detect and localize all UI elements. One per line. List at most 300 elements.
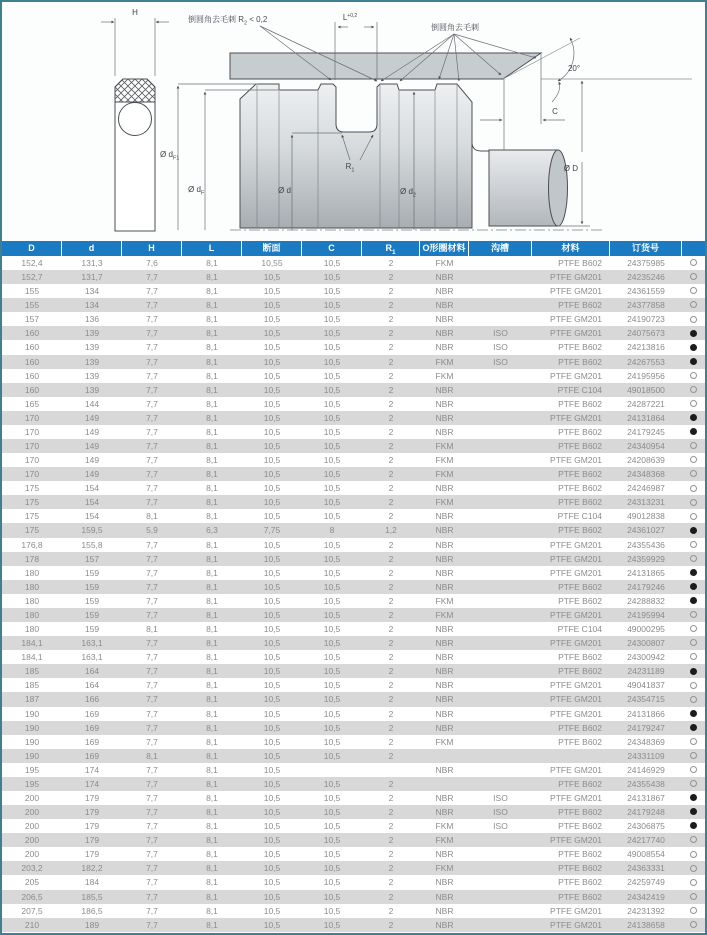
cell-D: 205 — [24, 877, 40, 888]
cell-d: 184 — [84, 877, 100, 888]
cell-groove — [469, 735, 532, 749]
cell-H: 7,7 — [146, 342, 158, 353]
cell-groove — [469, 707, 532, 721]
cell-D: 165 — [24, 398, 40, 409]
cell-material: PTFE GM201 — [550, 680, 602, 691]
cell-oring: NBR — [435, 694, 454, 705]
cell-dot — [682, 566, 705, 580]
table-row — [2, 552, 705, 566]
cell-order: 49018500 — [627, 384, 665, 395]
cell-C: 10,5 — [323, 286, 341, 297]
cell-order: 24331109 — [627, 750, 665, 761]
cell-dot — [682, 453, 705, 467]
cell-L: 8,1 — [206, 300, 218, 311]
cell-R1: 2 — [388, 666, 394, 677]
cell-material: PTFE C104 — [557, 384, 602, 395]
cell-section: 10,5 — [263, 919, 281, 930]
table-row — [2, 383, 705, 397]
cell-R1: 2 — [388, 300, 394, 311]
cell-section: 7,75 — [263, 525, 281, 536]
cell-material: PTFE GM201 — [550, 835, 602, 846]
cell-L: 8,1 — [206, 877, 218, 888]
cell-L: 8,1 — [206, 722, 218, 733]
label-C: C — [552, 107, 558, 116]
table-row — [2, 509, 705, 523]
open-dot — [690, 442, 697, 449]
cell-order: 24179248 — [627, 807, 665, 818]
cell-oring: NBR — [435, 680, 454, 691]
cell-L: 8,1 — [206, 750, 218, 761]
table-row — [2, 707, 705, 721]
cell-material: PTFE GM201 — [550, 553, 602, 564]
table-row — [2, 664, 705, 678]
cell-H: 7,7 — [146, 863, 158, 874]
cell-material: PTFE GM201 — [550, 314, 602, 325]
cell-d: 149 — [84, 469, 100, 480]
cell-D: 160 — [24, 328, 40, 339]
table-row — [2, 636, 705, 650]
cell-section: 10,5 — [263, 328, 281, 339]
filled-dot — [690, 527, 697, 534]
cell-R1: 2 — [388, 328, 394, 339]
cell-L: 8,1 — [206, 426, 218, 437]
cell-d: 159 — [84, 595, 100, 606]
open-dot — [690, 836, 697, 843]
cell-C: 10,5 — [323, 624, 341, 635]
cell-section: 10,5 — [263, 835, 281, 846]
cell-C: 10,5 — [323, 778, 341, 789]
cell-oring: NBR — [435, 624, 454, 635]
cell-D: 190 — [24, 750, 40, 761]
cell-order: 24355438 — [627, 778, 665, 789]
cell-order: 24075673 — [627, 328, 665, 339]
cell-oring: NBR — [435, 426, 454, 437]
cell-L: 8,1 — [206, 314, 218, 325]
cell-H: 7,7 — [146, 328, 158, 339]
cell-groove — [469, 509, 532, 523]
cell-d: 166 — [84, 694, 100, 705]
cell-order: 24259749 — [627, 877, 665, 888]
label-deburr-right: 倒圆角去毛刺 — [431, 23, 479, 32]
cell-order: 24231392 — [627, 905, 665, 916]
cell-D: 155 — [24, 286, 40, 297]
cell-groove: ISO — [493, 821, 508, 832]
cell-C: 10,5 — [323, 863, 341, 874]
cell-groove — [469, 523, 532, 537]
cell-d: 154 — [84, 497, 100, 508]
cell-R1: 2 — [388, 722, 394, 733]
cell-groove — [469, 298, 532, 312]
open-dot — [690, 470, 697, 477]
cell-order: 24179247 — [627, 722, 665, 733]
cell-dot — [682, 369, 705, 383]
open-dot — [690, 400, 697, 407]
cell-d: 189 — [84, 919, 100, 930]
cell-material: PTFE B602 — [558, 469, 602, 480]
cell-H: 7,7 — [146, 539, 158, 550]
cell-order: 49000295 — [627, 624, 665, 635]
cell-dot — [682, 904, 705, 918]
cell-D: 200 — [24, 835, 40, 846]
label-dF1: Ø $d_{F1}$ — [160, 150, 180, 162]
cell-D: 160 — [24, 384, 40, 395]
cell-H: 7,7 — [146, 497, 158, 508]
cell-H: 7,7 — [146, 680, 158, 691]
cell-groove: ISO — [493, 342, 508, 353]
cell-C: 10,5 — [323, 398, 341, 409]
cell-material: PTFE B602 — [558, 258, 602, 268]
cell-d: 149 — [84, 455, 100, 466]
cell-section: 10,5 — [263, 849, 281, 860]
cell-oring: NBR — [435, 581, 454, 592]
header-H: H — [122, 241, 182, 256]
cell-d: 149 — [84, 412, 100, 423]
cell-material: PTFE B602 — [558, 849, 602, 860]
cell-dot — [682, 425, 705, 439]
cell-section: 10,5 — [263, 778, 281, 789]
cell-section: 10,5 — [263, 609, 281, 620]
cell-C: 10,5 — [323, 919, 341, 930]
cell-section: 10,5 — [263, 483, 281, 494]
cell-C: 10,5 — [323, 680, 341, 691]
cell-H: 7,7 — [146, 764, 158, 775]
cell-R1: 2 — [388, 286, 394, 297]
table-row — [2, 777, 705, 791]
table-row — [2, 819, 705, 833]
open-dot — [690, 273, 697, 280]
cell-L: 8,1 — [206, 328, 218, 339]
cell-order: 24195994 — [627, 609, 665, 620]
cell-dot — [682, 861, 705, 875]
cell-oring: NBR — [435, 708, 454, 719]
cell-R1: 2 — [388, 511, 394, 522]
table-row — [2, 749, 705, 763]
cell-R1: 2 — [388, 778, 394, 789]
cell-order: 24288832 — [627, 595, 665, 606]
cell-d: 179 — [84, 792, 100, 803]
cell-L: 8,1 — [206, 680, 218, 691]
cell-H: 8,1 — [146, 624, 158, 635]
cell-L: 8,1 — [206, 272, 218, 283]
installation-drawing — [160, 13, 692, 230]
cell-material: PTFE GM201 — [550, 272, 602, 283]
cell-groove — [469, 495, 532, 509]
label-D: Ø D — [563, 164, 578, 173]
cell-dot — [682, 664, 705, 678]
cell-oring: NBR — [435, 722, 454, 733]
cell-L: 8,1 — [206, 835, 218, 846]
cell-C: 10,5 — [323, 539, 341, 550]
table-row — [2, 453, 705, 467]
cell-D: 180 — [24, 624, 40, 635]
cell-section: 10,5 — [263, 680, 281, 691]
cell-D: 155 — [24, 300, 40, 311]
cell-section: 10,5 — [263, 638, 281, 649]
cell-R1: 2 — [388, 567, 394, 578]
cell-C — [302, 763, 362, 777]
cell-C: 10,5 — [323, 426, 341, 437]
cell-L: 8,1 — [206, 567, 218, 578]
cell-C: 10,5 — [323, 342, 341, 353]
cell-section: 10,5 — [263, 666, 281, 677]
cell-d: 159 — [84, 567, 100, 578]
cell-H: 7,6 — [146, 258, 158, 268]
cell-L: 8,1 — [206, 609, 218, 620]
cell-groove — [469, 397, 532, 411]
cell-dot — [682, 509, 705, 523]
cell-order: 49008554 — [627, 849, 665, 860]
cell-groove — [469, 467, 532, 481]
cell-R1: 2 — [388, 398, 394, 409]
o-ring-section — [119, 103, 152, 136]
cell-L: 8,1 — [206, 370, 218, 381]
cell-dot — [682, 397, 705, 411]
cell-C: 10,5 — [323, 666, 341, 677]
table-row — [2, 439, 705, 453]
cell-L: 8,1 — [206, 356, 218, 367]
cell-dot — [682, 636, 705, 650]
cell-D: 195 — [24, 764, 40, 775]
cell-d: 179 — [84, 807, 100, 818]
cell-D: 157 — [24, 314, 40, 325]
cell-oring: NBR — [435, 511, 454, 522]
table-row — [2, 340, 705, 354]
table-row — [2, 875, 705, 889]
cell-d: 179 — [84, 835, 100, 846]
open-dot — [690, 921, 697, 928]
cell-groove — [469, 566, 532, 580]
cell-d: 144 — [84, 398, 100, 409]
cell-R1: 2 — [388, 849, 394, 860]
cell-material: PTFE GM201 — [550, 286, 602, 297]
cell-L: 8,1 — [206, 849, 218, 860]
cell-d: 182,2 — [81, 863, 103, 874]
filled-dot — [690, 428, 697, 435]
cell-material: PTFE B602 — [558, 398, 602, 409]
cell-L: 8,1 — [206, 919, 218, 930]
table-row — [2, 411, 705, 425]
cell-groove — [469, 833, 532, 847]
cell-order: 24195956 — [627, 370, 665, 381]
cell-H: 7,7 — [146, 412, 158, 423]
open-dot — [690, 555, 697, 562]
cell-oring: NBR — [435, 384, 454, 395]
cell-d: 179 — [84, 849, 100, 860]
open-dot — [690, 541, 697, 548]
cell-section: 10,5 — [263, 708, 281, 719]
cell-material: PTFE GM201 — [550, 694, 602, 705]
cell-oring: NBR — [435, 905, 454, 916]
cell-groove — [469, 580, 532, 594]
cell-material: PTFE GM201 — [550, 567, 602, 578]
cell-R1: 2 — [388, 342, 394, 353]
cell-R1: 2 — [388, 441, 394, 452]
cell-oring: FKM — [435, 609, 454, 620]
cell-L: 8,1 — [206, 624, 218, 635]
cell-H: 7,7 — [146, 905, 158, 916]
label-dF: Ø $d_F$ — [188, 185, 205, 197]
cell-dot — [682, 411, 705, 425]
cell-L: 8,1 — [206, 441, 218, 452]
header-R1: $R_1$ — [362, 241, 420, 256]
cell-L: 8,1 — [206, 497, 218, 508]
cell-D: 200 — [24, 807, 40, 818]
cell-material: PTFE B602 — [558, 736, 602, 747]
cell-C: 10,5 — [323, 441, 341, 452]
cell-groove — [469, 692, 532, 706]
cell-oring: NBR — [435, 553, 454, 564]
cell-H: 8,1 — [146, 750, 158, 761]
cell-dot — [682, 735, 705, 749]
dimension-H — [101, 18, 169, 76]
cell-D: 185 — [24, 666, 40, 677]
cell-oring: NBR — [435, 638, 454, 649]
cell-oring: NBR — [435, 652, 454, 663]
cell-groove — [469, 538, 532, 552]
cell-groove: ISO — [493, 356, 508, 367]
cell-C: 10,5 — [323, 469, 341, 480]
cell-order: 24267553 — [627, 356, 665, 367]
cell-section: 10,5 — [263, 272, 281, 283]
cell-D: 180 — [24, 595, 40, 606]
cell-H: 7,7 — [146, 441, 158, 452]
filled-dot — [690, 668, 697, 675]
cell-groove — [469, 678, 532, 692]
cell-R1: 2 — [388, 455, 394, 466]
cell-groove — [469, 284, 532, 298]
cell-section: 10,5 — [263, 905, 281, 916]
cell-groove — [469, 875, 532, 889]
cell-material: PTFE B602 — [558, 807, 602, 818]
table-row — [2, 467, 705, 481]
cell-R1: 2 — [388, 807, 394, 818]
cell-C: 10,5 — [323, 821, 341, 832]
label-d2: Ø $d_2$ — [400, 187, 416, 199]
cell-groove — [469, 552, 532, 566]
cell-order: 24355436 — [627, 539, 665, 550]
cell-L: 8,1 — [206, 792, 218, 803]
cell-material: PTFE GM201 — [550, 455, 602, 466]
cell-C: 10,5 — [323, 384, 341, 395]
table-row — [2, 425, 705, 439]
cell-d: 159 — [84, 609, 100, 620]
cell-D: 170 — [24, 469, 40, 480]
cell-D: 180 — [24, 609, 40, 620]
cell-C: 10,5 — [323, 905, 341, 916]
cell-order: 24363331 — [627, 863, 665, 874]
cell-R1: 2 — [388, 258, 394, 268]
table-row — [2, 312, 705, 326]
cell-d: 139 — [84, 356, 100, 367]
cell-oring: FKM — [435, 835, 454, 846]
cell-L: 8,1 — [206, 511, 218, 522]
cell-C: 10,5 — [323, 595, 341, 606]
cell-d: 174 — [84, 764, 100, 775]
cell-d: 149 — [84, 441, 100, 452]
cell-oring: NBR — [435, 342, 454, 353]
cell-R1: 2 — [388, 609, 394, 620]
cell-section: 10,5 — [263, 356, 281, 367]
cell-oring: NBR — [435, 483, 454, 494]
cell-material: PTFE GM201 — [550, 919, 602, 930]
cell-groove — [469, 622, 532, 636]
cell-oring: NBR — [435, 314, 454, 325]
cell-groove — [469, 425, 532, 439]
cell-R1: 2 — [388, 821, 394, 832]
cell-dot — [682, 467, 705, 481]
cell-dot — [682, 298, 705, 312]
cell-H: 7,7 — [146, 652, 158, 663]
table-row — [2, 355, 705, 369]
cell-material: PTFE GM201 — [550, 708, 602, 719]
cell-C: 10,5 — [323, 694, 341, 705]
cell-H: 7,7 — [146, 384, 158, 395]
cell-order: 24235246 — [627, 272, 665, 283]
open-dot — [690, 316, 697, 323]
cell-L: 8,1 — [206, 455, 218, 466]
cell-oring: NBR — [435, 567, 454, 578]
table-row — [2, 847, 705, 861]
cell-oring: NBR — [435, 272, 454, 283]
table-row — [2, 861, 705, 875]
header-L: L — [182, 241, 242, 256]
cell-dot — [682, 819, 705, 833]
cell-C: 10,5 — [323, 736, 341, 747]
cell-material: PTFE GM201 — [550, 609, 602, 620]
open-dot — [690, 893, 697, 900]
cell-groove — [469, 904, 532, 918]
cell-d: 131,7 — [81, 272, 103, 283]
cell-R1: 2 — [388, 736, 394, 747]
table-row — [2, 369, 705, 383]
table-row — [2, 284, 705, 298]
open-dot — [690, 639, 697, 646]
cell-material: PTFE B602 — [558, 863, 602, 874]
cell-section: 10,5 — [263, 426, 281, 437]
cell-order: 24340954 — [627, 441, 665, 452]
cell-order: 49041837 — [627, 680, 665, 691]
cell-material: PTFE B602 — [558, 778, 602, 789]
piston-profile — [240, 84, 472, 228]
cell-order: 24342419 — [627, 891, 665, 902]
cell-R1: 2 — [388, 483, 394, 494]
cell-order: 24375985 — [627, 258, 665, 268]
cell-groove — [469, 312, 532, 326]
cell-D: 152,7 — [21, 272, 43, 283]
cell-R1: 2 — [388, 652, 394, 663]
cell-dot — [682, 284, 705, 298]
cell-oring: NBR — [435, 412, 454, 423]
cell-dot — [682, 270, 705, 284]
cell-section: 10,55 — [261, 258, 283, 268]
table-row — [2, 791, 705, 805]
header-C: C — [302, 241, 362, 256]
cell-C: 10,5 — [323, 652, 341, 663]
cell-section: 10,5 — [263, 792, 281, 803]
cell-section: 10,5 — [263, 441, 281, 452]
cell-L: 8,1 — [206, 708, 218, 719]
cell-order: 24300942 — [627, 652, 665, 663]
cell-C: 10,5 — [323, 356, 341, 367]
cell-C: 10,5 — [323, 553, 341, 564]
cell-section: 10,5 — [263, 539, 281, 550]
cell-section: 10,5 — [263, 567, 281, 578]
cell-H: 7,7 — [146, 609, 158, 620]
cell-H: 7,7 — [146, 821, 158, 832]
header-order: 订货号 — [610, 241, 682, 256]
cell-d: 131,3 — [81, 258, 103, 268]
cell-order: 24179245 — [627, 426, 665, 437]
